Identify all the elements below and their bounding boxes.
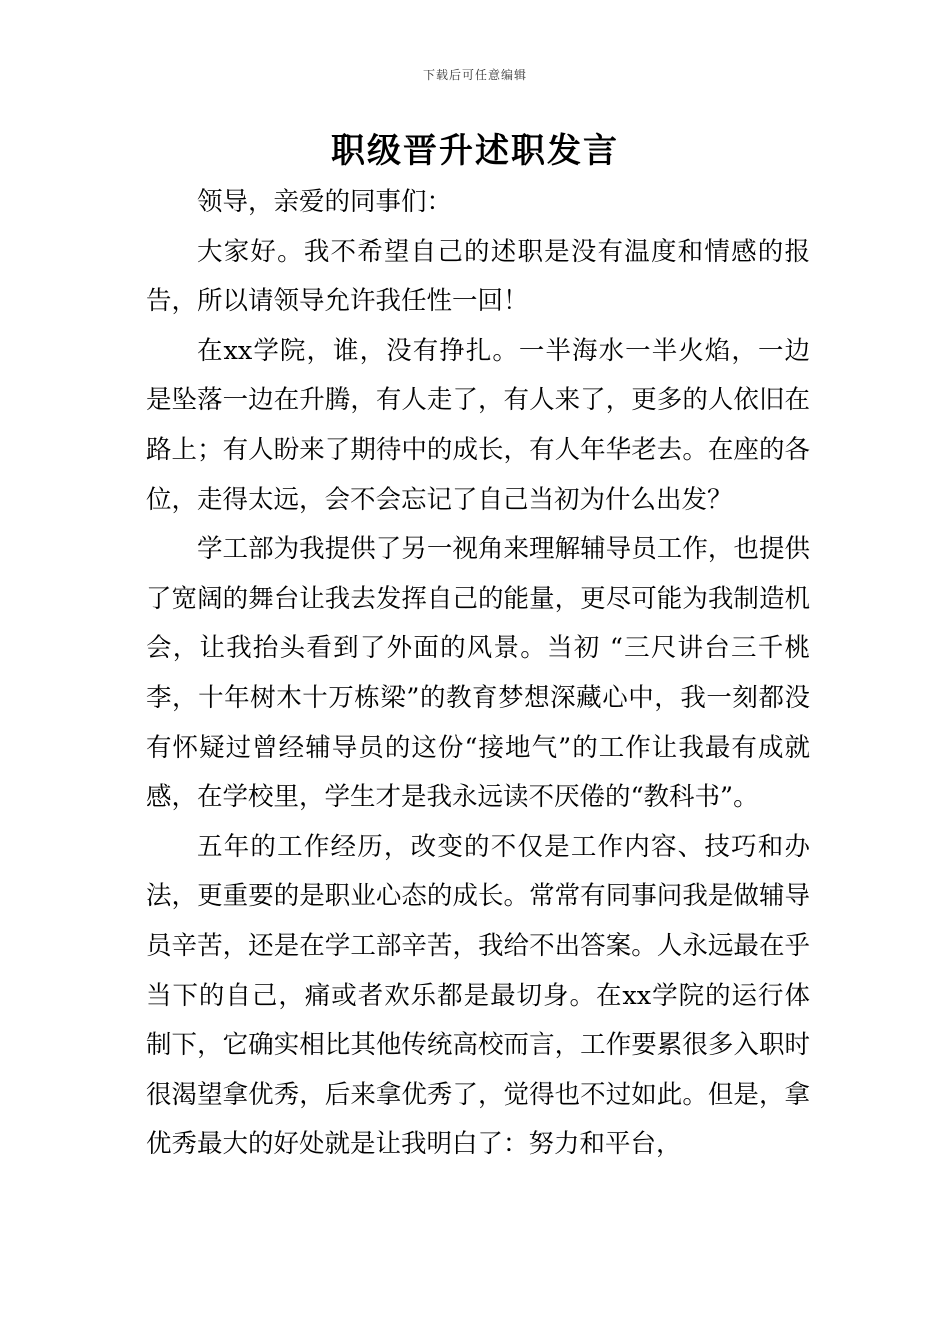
paragraph: 学工部为我提供了另一视角来理解辅导员工作，也提供了宽阔的舞台让我去发挥自己的能量，更尽可能为我制造机会，让我抬头看到了外面的风景。当初 “三尺讲台三千桃李，十年树木十万栋梁”的教育梦想深藏心中，我一刻都没有怀疑过曾经辅导员的这份“接地气”的工作让我最有成就感，在学校里，学生才是我永远读不厌倦的“教科书”。 [146,534,810,813]
paragraph-greeting: 领导，亲爱的同事们： [197,187,453,217]
paragraph: 在xx学院，谁，没有挣扎。一半海水一半火焰，一边是坠落一边在升腾，有人走了，有人来了，更多的人依旧在路上；有人盼来了期待中的成长，有人年华老去。在座的各位，走得太远，会不会忘记了自己当初为什么出发？ [146,335,810,515]
document-body [146,178,810,1170]
document-title: 职级晋升述职发言 [331,131,619,171]
paragraph: 五年的工作经历，改变的不仅是工作内容、技巧和办法，更重要的是职业心态的成长。常常有同事问我是做辅导员辛苦，还是在学工部辛苦，我给不出答案。人永远最在乎当下的自己，痛或者欢乐都是最切身。在xx学院的运行体制下，它确实相比其他传统高校而言，工作要累很多入职时很渴望拿优秀，后来拿优秀了，觉得也不过如此。但是，拿优秀最大的好处就是让我明白了：努力和平台， [146,831,810,1160]
paragraph: 大家好。我不希望自己的述职是没有温度和情感的报告，所以请领导允许我任性一回！ [146,236,810,317]
header-note: 下载后可任意编辑 [422,68,527,82]
